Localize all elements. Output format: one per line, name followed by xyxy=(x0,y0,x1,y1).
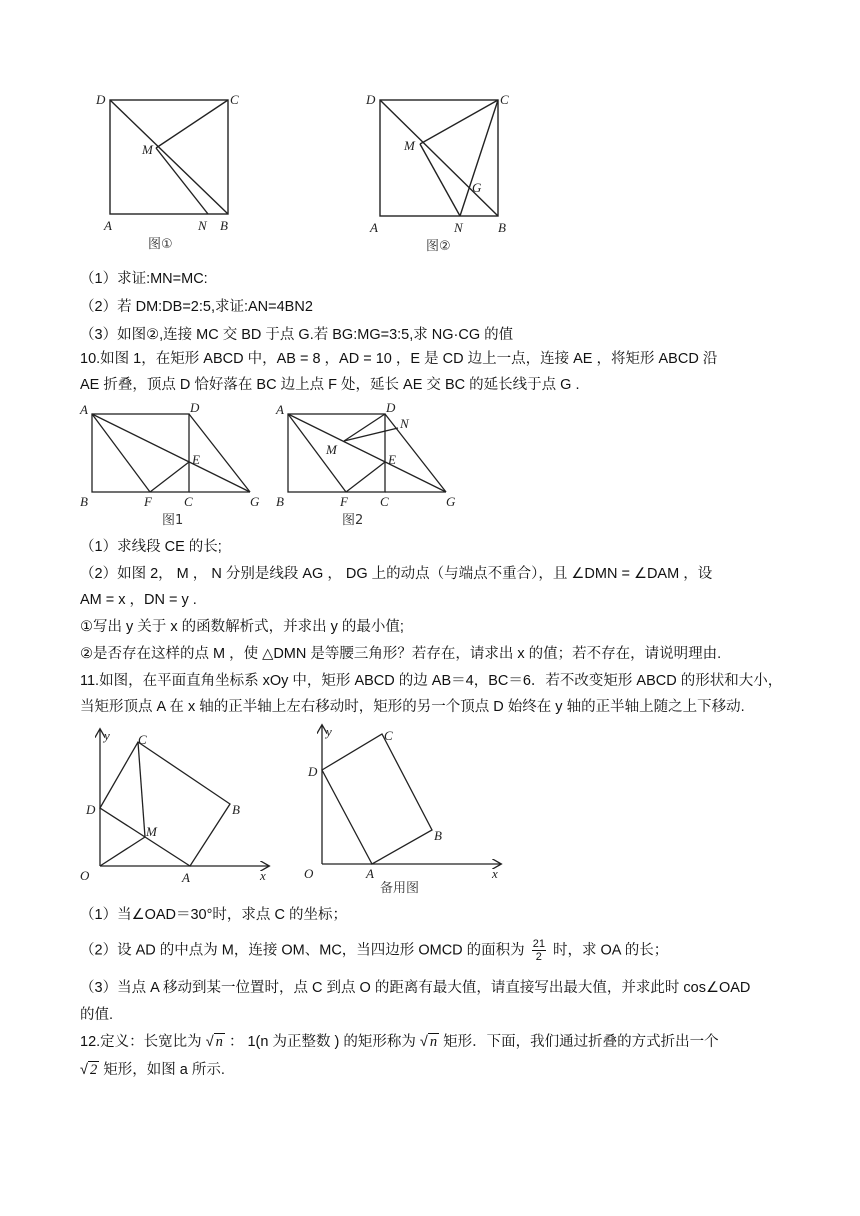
sqrt-n: √ n xyxy=(205,1034,223,1050)
figure-caption: 图② xyxy=(426,239,451,254)
segment-mc xyxy=(138,742,145,837)
q11-part-2 xyxy=(80,938,668,963)
label-N: N xyxy=(400,416,409,431)
label-D: D xyxy=(386,400,396,415)
q10-stem-line-1: 10.如图 1，在矩形 ABCD 中，AB = 8 ，AD = 10 ，E 是 CD 边上一点，连接 AE ，将矩形 ABCD 沿 xyxy=(80,351,718,367)
q9-part-2: （2）若 DM:DB=2:5,求证:AN=4BN2 xyxy=(80,299,313,315)
label-O: O xyxy=(304,866,314,881)
q9-figure-2 xyxy=(358,88,538,258)
sqrt-radicand-2: n xyxy=(429,1034,438,1050)
rectangle-abcd xyxy=(322,734,432,864)
label-D: D xyxy=(190,400,200,415)
label-B: B xyxy=(232,802,240,817)
sqrt-radicand: n xyxy=(215,1034,223,1050)
label-M: M xyxy=(404,138,415,153)
label-G: G xyxy=(472,180,482,195)
label-x: x xyxy=(492,866,498,881)
segment-af xyxy=(92,414,150,492)
label-A: A xyxy=(104,218,112,233)
label-G: G xyxy=(446,494,456,509)
label-M: M xyxy=(146,824,157,839)
figure-caption: 图① xyxy=(148,237,173,252)
diagonal-db xyxy=(110,100,228,214)
label-C: C xyxy=(184,494,193,509)
q12-line-1-mid: ： 1(n 为正整数 ) 的矩形称为 xyxy=(228,1034,416,1050)
q9-part-1: （1）求证:MN=MC: xyxy=(80,271,208,287)
segment-cm xyxy=(156,100,228,148)
diagonal-db xyxy=(380,100,498,216)
segment-af xyxy=(288,414,346,492)
segment-mn xyxy=(420,144,460,216)
label-F: F xyxy=(340,494,348,509)
rectangle-abcd xyxy=(100,742,230,866)
sqrt-radicand-3: 2 xyxy=(89,1062,98,1078)
label-G: G xyxy=(250,494,260,509)
segment-dm xyxy=(344,414,385,441)
segment-fe xyxy=(346,462,385,492)
label-B: B xyxy=(80,494,88,509)
q11-part-3-line-1: （3）当点 A 移动到某一位置时，点 C 到点 O 的距离有最大值，请直接写出最大值，并求此时 cos∠OAD xyxy=(80,980,751,996)
fraction-numerator: 21 xyxy=(532,938,545,950)
fraction-21-over-2 xyxy=(532,938,546,963)
label-C: C xyxy=(384,728,393,743)
q12-line-2-post: 矩形，如图 a 所示. xyxy=(103,1062,225,1078)
sqrt-2: √ 2 xyxy=(80,1062,98,1078)
label-D: D xyxy=(366,92,376,107)
q10-part-2-sub-1: ①写出 y 关于 x 的函数解析式，并求出 y 的最小值; xyxy=(80,619,404,635)
label-C: C xyxy=(230,92,239,107)
label-A: A xyxy=(276,402,284,417)
segment-nc xyxy=(460,100,498,216)
label-A: A xyxy=(80,402,88,417)
segment-om xyxy=(100,837,145,866)
label-N: N xyxy=(454,220,463,235)
figure-caption: 图2 xyxy=(342,513,364,528)
q12-line-1-pre: 12.定义：长宽比为 xyxy=(80,1034,202,1050)
label-x: x xyxy=(260,868,266,883)
q12-line-1 xyxy=(80,1032,719,1052)
q11-part-2-pre: （2）设 AD 的中点为 M，连接 OM、MC，当四边形 OMCD 的面积为 xyxy=(80,942,525,959)
sqrt-n-2: √ n xyxy=(419,1034,438,1050)
label-A: A xyxy=(182,870,190,885)
figure-caption: 图1 xyxy=(162,513,184,528)
segment-mn xyxy=(156,148,208,214)
label-B: B xyxy=(498,220,506,235)
label-B: B xyxy=(276,494,284,509)
q10-stem-line-2: AE 折叠，顶点 D 恰好落在 BC 边上点 F 处，延长 AE 交 BC 的延长线于点 G . xyxy=(80,377,580,393)
segment-fe xyxy=(150,462,189,492)
figure-caption: 备用图 xyxy=(380,881,420,896)
label-B: B xyxy=(220,218,228,233)
q10-figure-1 xyxy=(76,398,276,530)
q10-part-1: （1）求线段 CE 的长; xyxy=(80,539,222,555)
label-A: A xyxy=(370,220,378,235)
q11-figure-2 xyxy=(300,718,510,898)
q12-line-1-post: 矩形．下面，我们通过折叠的方式折出一个 xyxy=(443,1034,719,1050)
label-F: F xyxy=(144,494,152,509)
label-D: D xyxy=(86,802,96,817)
label-M: M xyxy=(142,142,153,157)
label-C: C xyxy=(500,92,509,107)
label-B: B xyxy=(434,828,442,843)
label-E: E xyxy=(388,452,396,467)
segment-ag xyxy=(92,414,250,492)
label-O: O xyxy=(80,868,90,883)
q11-figure-1 xyxy=(78,724,278,886)
q11-part-1: （1）当∠OAD＝30°时，求点 C 的坐标； xyxy=(80,907,347,923)
q9-part-3: （3）如图②,连接 MC 交 BD 于点 G.若 BG:MG=3:5,求 NG·CG 的值 xyxy=(80,327,514,343)
label-y: y xyxy=(104,728,110,743)
segment-mn xyxy=(344,428,398,441)
label-C: C xyxy=(138,732,147,747)
label-A: A xyxy=(366,866,374,881)
q12-line-2 xyxy=(80,1060,225,1080)
label-E: E xyxy=(192,452,200,467)
q9-figure-1 xyxy=(90,88,270,258)
label-y: y xyxy=(326,724,332,739)
label-D: D xyxy=(96,92,106,107)
label-M: M xyxy=(326,442,337,457)
q10-part-2-line-2: AM = x ，DN = y . xyxy=(80,592,197,608)
fraction-denominator: 2 xyxy=(535,951,542,963)
q11-part-3-line-2: 的值. xyxy=(80,1007,114,1023)
q10-part-2-line-1: （2）如图 2， M ， N 分别是线段 AG ， DG 上的动点（与端点不重合），且 ∠DMN = ∠DAM ，设 xyxy=(80,566,713,582)
q10-figure-2 xyxy=(272,398,472,530)
q11-part-2-post: 时，求 OA 的长； xyxy=(552,942,669,959)
q11-stem-line-1: 11.如图，在平面直角坐标系 xOy 中，矩形 ABCD 的边 AB＝4，BC＝6．若不改变矩形 ABCD 的形状和大小， xyxy=(80,673,783,689)
q11-stem-line-2: 当矩形顶点 A 在 x 轴的正半轴上左右移动时，矩形的另一个顶点 D 始终在 y 轴的正半轴上随之上下移动. xyxy=(80,699,745,715)
label-C: C xyxy=(380,494,389,509)
q10-part-2-sub-2: ②是否存在这样的点 M ，使 △DMN 是等腰三角形？若存在，请求出 x 的值；若不存在，请说明理由. xyxy=(80,646,722,662)
label-D: D xyxy=(308,764,318,779)
label-N: N xyxy=(198,218,207,233)
